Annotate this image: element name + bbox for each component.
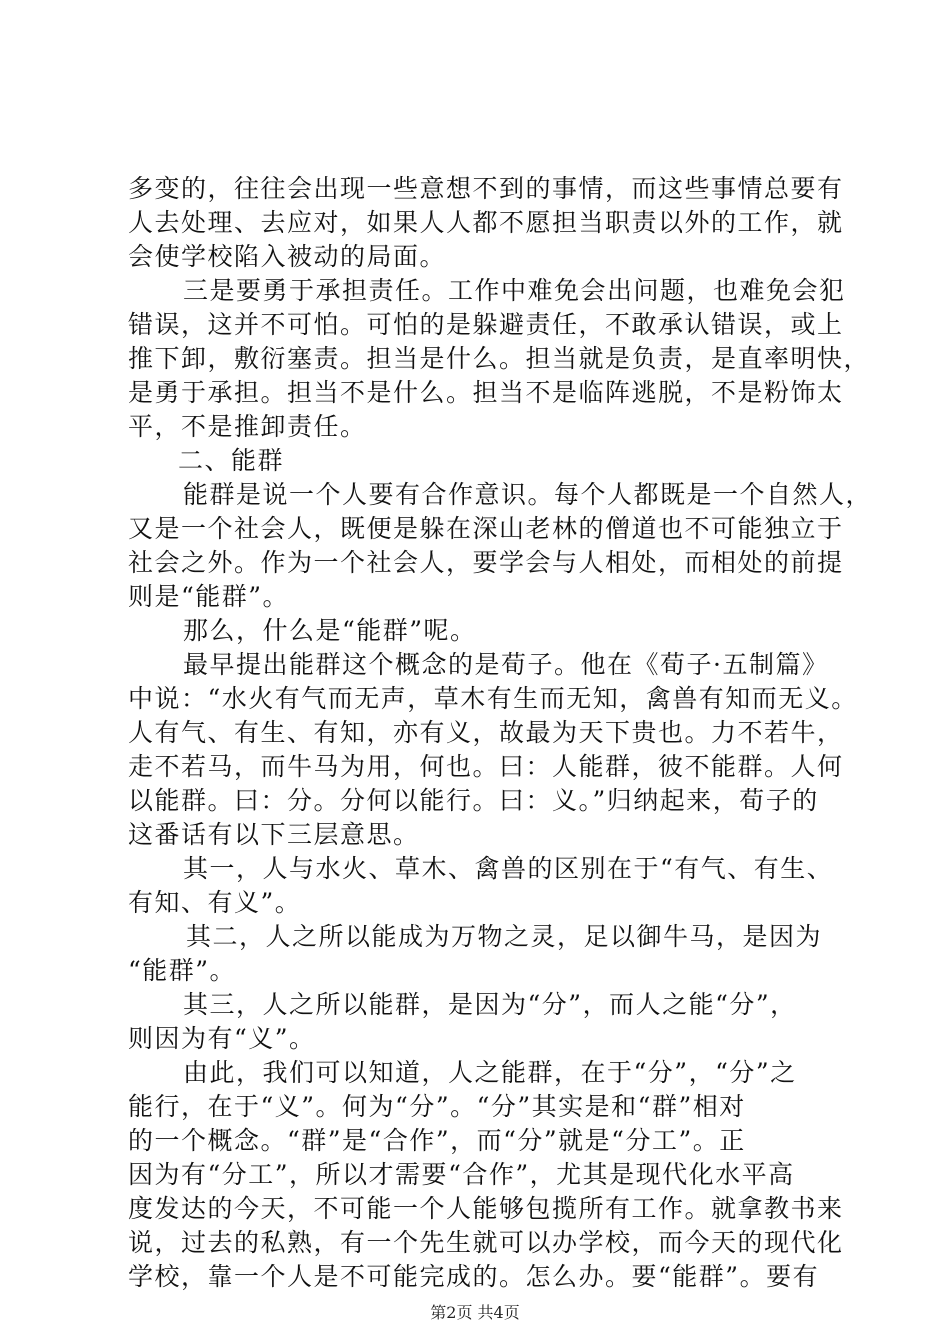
- text-line: 人去处理、去应对，如果人人都不愿担当职责以外的工作，就: [128, 208, 844, 237]
- text-line: 这番话有以下三层意思。: [128, 820, 420, 849]
- text-line: 走不若马，而牛马为用，何也。曰：人能群，彼不能群。人何: [128, 752, 844, 781]
- text-line: 说，过去的私熟，有一个先生就可以办学校，而今天的现代化: [128, 1228, 844, 1257]
- text-line: 能群是说一个人要有合作意识。每个人都既是一个自然人，: [183, 480, 873, 509]
- text-line: 以能群。曰：分。分何以能行。曰：义。”归纳起来，荀子的: [128, 786, 819, 815]
- text-line: 人有气、有生、有知，亦有义，故最为天下贵也。力不若牛，: [128, 718, 844, 747]
- text-line: 由此，我们可以知道，人之能群，在于“分”，“分”之: [183, 1058, 797, 1087]
- text-line: 度发达的今天，不可能一个人能够包揽所有工作。就拿教书来: [128, 1194, 844, 1223]
- text-line: 错误，这并不可怕。可怕的是躲避责任，不敢承认错误，或上: [128, 310, 844, 339]
- text-line: 是勇于承担。担当不是什么。担当不是临阵逃脱，不是粉饰太: [128, 378, 844, 407]
- text-line: 最早提出能群这个概念的是荀子。他在《荀子·五制篇》: [183, 650, 829, 679]
- text-line: 多变的，往往会出现一些意想不到的事情，而这些事情总要有: [128, 174, 844, 203]
- text-line: 学校，靠一个人是不可能完成的。怎么办。要“能群”。要有: [128, 1262, 820, 1291]
- text-line: 能行，在于“义”。何为“分”。“分”其实是和“群”相对: [128, 1092, 746, 1121]
- text-line: 社会之外。作为一个社会人，要学会与人相处，而相处的前提: [128, 548, 844, 577]
- text-line: 有知、有义”。: [128, 888, 302, 917]
- text-line: 平，不是推卸责任。: [128, 412, 367, 441]
- text-line: 其一，人与水火、草木、禽兽的区别在于“有气、有生、: [183, 854, 834, 883]
- text-line: 那么，什么是“能群”呢。: [183, 616, 477, 645]
- section-heading: 二、能群: [178, 446, 285, 475]
- text-line: “能群”。: [128, 956, 237, 985]
- text-line: 中说：“水火有气而无声，草木有生而无知，禽兽有知而无义。: [128, 684, 858, 713]
- text-line: 又是一个社会人，既便是躲在深山老林的僧道也不可能独立于: [128, 514, 844, 543]
- text-line: 则因为有“义”。: [128, 1024, 316, 1053]
- text-line: 因为有“分工”，所以才需要“合作”，尤其是现代化水平高: [128, 1160, 795, 1189]
- text-line: 的一个概念。“群”是“合作”，而“分”就是“分工”。正: [128, 1126, 746, 1155]
- text-line: 则是“能群”。: [128, 582, 290, 611]
- text-line: 其二，人之所以能成为万物之灵，足以御牛马，是因为: [186, 922, 823, 951]
- text-line: 推下卸，敷衍塞责。担当是什么。担当就是负责，是直率明快，: [128, 344, 871, 373]
- text-line: 三是要勇于承担责任。工作中难免会出问题，也难免会犯: [183, 276, 846, 305]
- text-line: 会使学校陷入被动的局面。: [128, 242, 447, 271]
- page-number: 第2页 共4页: [430, 1303, 520, 1322]
- text-line: 其三，人之所以能群，是因为“分”，而人之能“分”，: [183, 990, 797, 1019]
